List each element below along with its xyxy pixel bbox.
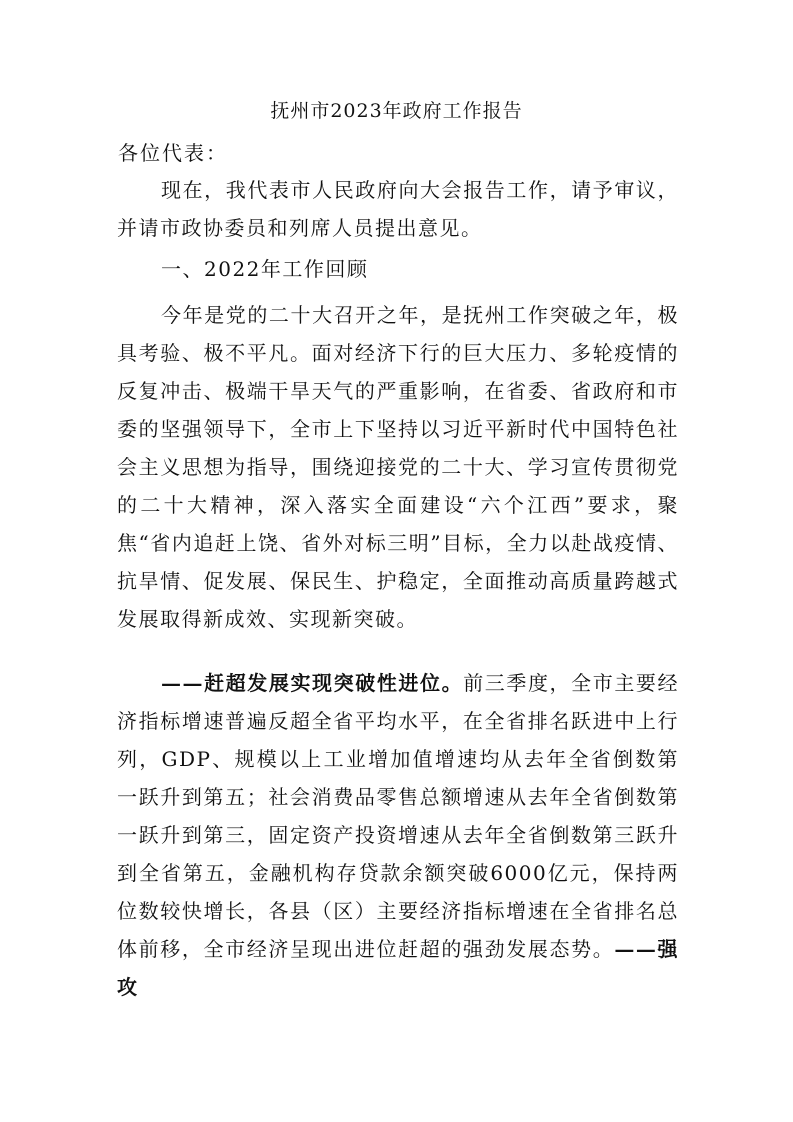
document-title: 抚州市2023年政府工作报告 bbox=[270, 100, 523, 122]
paragraph-review: 今年是党的二十大召开之年，是抚州工作突破之年，极具考验、极不平凡。面对经济下行的巨大压力、多轮疫情的反复冲击、极端干旱天气的严重影响，在省委、省政府和市委的坚强领导下，全市上下坚持以习近平新时代中国特色社会主义思想为指导，围绕迎接党的二十大、学习宣传贯彻党的二十大精神，深入落实全面建设“六个江西”要求，聚焦“省内追赶上饶、省外对标三明”目标，全力以赴战疫情、抗旱情、促发展、保民生、护稳定，全面推动高质量跨越式发展取得新成效、实现新突破。 bbox=[117, 303, 679, 631]
paragraph-trailing-bold: ——强攻 bbox=[117, 937, 679, 999]
paragraph-development bbox=[117, 664, 679, 1006]
paragraph-opening: 现在，我代表市人民政府向大会报告工作，请予审议，并请市政协委员和列席人员提出意见。 bbox=[117, 178, 679, 240]
paragraph-body-text: 前三季度，全市主要经济指标增速普遍反超全省平均水平，在全省排名跃进中上行列，GDP、规模以上工业增加值增速均从去年全省倒数第一跃升到第五；社会消费品零售总额增速从去年全省倒数第一跃升到第三，固定资产投资增速从去年全省倒数第三跃升到全省第五，金融机构存贷款余额突破6000亿元，保持两位数较快增长，各县（区）主要经济指标增速在全省排名总体前移，全市经济呈现出进位赶超的强劲发展态势。 bbox=[117, 671, 680, 961]
salutation: 各位代表： bbox=[118, 141, 228, 165]
section-heading: 一、2022年工作回顾 bbox=[161, 257, 369, 281]
paragraph-lead-bold: ——赶超发展实现突破性进位。 bbox=[161, 671, 464, 695]
